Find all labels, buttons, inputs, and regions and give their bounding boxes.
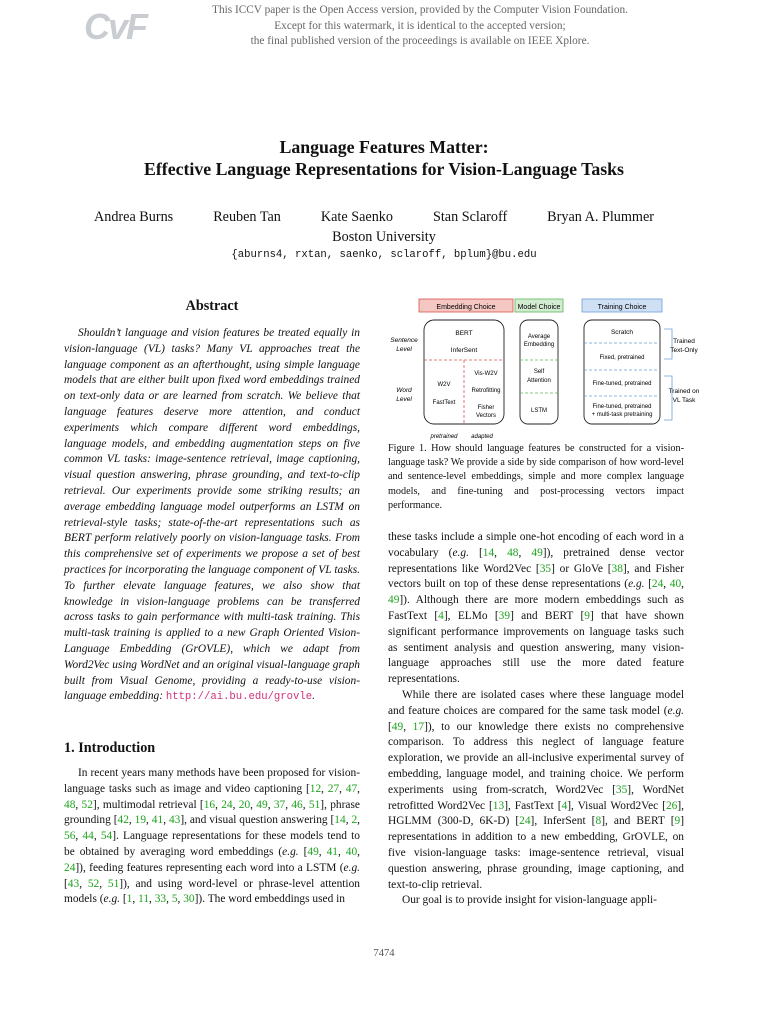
bracket-vl-task	[664, 376, 672, 420]
trained-text-only-1: Trained	[673, 338, 695, 345]
abstract-body: Shouldn’t language and vision features be treated equally in vision-language (VL) tasks? Many VL approaches treat the language component as an afterthought, using simple language models that are either built upon fixed word embeddings trained on text-only data or are learned from scratch. We believe that language features deserve more attention, and conduct experiments which compare different word embeddings, language models, and embedding augmentation steps on five common VL tasks: image-sentence retrieval, image captioning, visual question answering, phrase grounding, and text-to-clip retrieval. Our experiments provide some striking results; an average embedding language model outperforms an LSTM on retrieval-style tasks; state-of-the-art representations such as BERT perform relatively poorly on vision-language tasks. From this comprehensive set of experiments we propose a set of best practices for incorporating the language component of VL tasks. To further elevate language features, we also show that knowledge in vision-language problems can be transferred across tasks to gain performance with multi-task training. This multi-task training is applied to a new Graph Oriented Vision-Language Embedding (GrOVLE), which we adapt from Word2Vec using WordNet and an original visual-language graph built from Visual Genome, providing a ready-to-use vision-language embedding:	[64, 327, 360, 703]
train-finetuned: Fine-tuned, pretrained	[592, 381, 652, 387]
title-line-1: Language Features Matter:	[279, 137, 489, 157]
train-fixed: Fixed, pretrained	[599, 355, 645, 361]
trained-vl-2: VL Task	[672, 397, 696, 404]
author-name: Bryan A. Plummer	[547, 209, 654, 225]
train-finetuned-mt: Fine-tuned, pretrained	[592, 404, 652, 410]
section-heading-introduction: 1. Introduction	[64, 740, 156, 756]
affiliation: Boston University	[332, 229, 436, 245]
word-level-label: Word	[396, 387, 412, 394]
emb-fasttext: FastText	[432, 400, 456, 406]
model-average: Average	[527, 334, 551, 340]
emb-bert: BERT	[455, 330, 473, 337]
sentence-level-label-2: Level	[396, 346, 412, 353]
abstract-heading: Abstract	[185, 298, 239, 314]
header-training-label: Training Choice	[597, 304, 647, 311]
label-pretrained: pretrained	[430, 434, 458, 440]
title-line-2: Effective Language Representations for Vision-Language Tasks	[144, 159, 624, 179]
emb-w2v: W2V	[437, 382, 451, 388]
author-name: Reuben Tan	[213, 209, 281, 225]
header-embedding-label: Embedding Choice	[436, 304, 496, 311]
word-level-label-2: Level	[396, 396, 412, 403]
model-attention: Attention	[527, 378, 551, 384]
author-name: Stan Sclaroff	[432, 209, 508, 225]
paragraph: these tasks include a simple one-hot encoding of each word in a vocabulary (e.g. [14, 48, 49]), pretrained dense vector representations like Word2Vec [35] or GloVe [38], and Fisher vectors built on top of these dense representations (e.g. [24, 40, 49]). Although there are more modern embeddings such as FastText [4], ELMo [39] and BERT [9] that have shown significant performance improvements on language tasks such as sentiment analysis and question answering, many vision-language approaches still use the more dated feature representations.	[388, 531, 684, 686]
emb-fisher: Fisher	[477, 405, 495, 411]
train-multitask: + multi-task pretraining	[591, 412, 653, 418]
author-emails: {aburns4, rxtan, saenko, sclaroff, bplum}@bu.edu	[231, 249, 537, 261]
emb-infersent: InferSent	[450, 347, 478, 354]
grovle-link[interactable]: http://ai.bu.edu/grovle	[165, 691, 313, 704]
model-self: Self	[533, 369, 545, 375]
author-block	[60, 208, 708, 246]
abstract-end: .	[312, 690, 315, 703]
right-column-text	[388, 530, 684, 909]
author-name: Kate Saenko	[320, 209, 393, 225]
watermark	[150, 3, 690, 50]
cvf-logo: CvF	[84, 6, 147, 47]
paper-title	[60, 136, 708, 180]
bracket-text-only	[664, 329, 672, 359]
abstract-text	[64, 326, 360, 706]
label-adapted: adapted	[471, 434, 493, 440]
trained-vl-1: Trained on	[668, 388, 700, 395]
author-name: Andrea Burns	[94, 209, 174, 225]
watermark-line: Except for this watermark, it is identical to the accepted version;	[274, 19, 566, 32]
intro-text: In recent years many methods have been proposed for vision-language tasks such as image and video captioning [12, 27, 47, 48, 52], multimodal retrieval [16, 24, 20, 49, 37, 46, 51], phrase grounding [42, 19, 41, 43], and visual question answering [14, 2, 56, 44, 54]. Language representations for these models tend to be obtained by averaging word embeddings (e.g. [49, 41, 40, 24]), feeding features representing each word into a LSTM (e.g. [43, 52, 51]), and using word-level or phrase-level attention models (e.g. [1, 11, 33, 5, 30]). The word embeddings used in	[64, 767, 360, 906]
watermark-line: the final published version of the proceedings is available on IEEE Xplore.	[250, 35, 590, 48]
model-lstm: LSTM	[530, 408, 548, 414]
emb-retrofitting: Retrofitting	[471, 388, 501, 394]
trained-text-only-2: Text-Only	[670, 347, 698, 354]
sentence-level-label: Sentence	[390, 337, 418, 344]
paragraph: Our goal is to provide insight for vision-language appli-	[402, 894, 657, 907]
figure-1-diagram	[386, 296, 716, 444]
emb-vectors: Vectors	[475, 413, 497, 419]
model-embedding: Embedding	[523, 342, 555, 348]
emb-vis-w2v: Vis-W2V	[474, 371, 498, 377]
train-scratch: Scratch	[610, 329, 634, 336]
header-model-label: Model Choice	[517, 304, 561, 311]
page-number: 7474	[373, 948, 395, 959]
figure-caption: Figure 1. How should language features be constructed for a vision-language task? We provide a side by side comparison of how word-level and sentence-level embeddings, simple and more complex language models, and fine-tuning and post-processing vectors impact performance.	[388, 443, 684, 511]
paragraph: While there are isolated cases where these language model and feature choices are compared for the same task model (e.g. [49, 17]), to our knowledge there exists no comprehensive comparison. To address this neglect of language feature exploration, we provide an all-inclusive experimental survey of embedding, language model, and training choice. We perform experiments using from-scratch, Word2Vec [35], WordNet retrofitted Word2Vec [13], FastText [4], Visual Word2Vec [26], HGLMM (300-D, 6K-D) [24], InferSent [8], and BERT [9] representations in addition to a new embedding, GrOVLE, on five vision-language tasks: image-sentence retrieval, visual question answering, phrase grounding, image captioning, and text-to-clip retrieval.	[388, 688, 684, 891]
watermark-line: This ICCV paper is the Open Access version, provided by the Computer Vision Foundation.	[212, 4, 628, 16]
